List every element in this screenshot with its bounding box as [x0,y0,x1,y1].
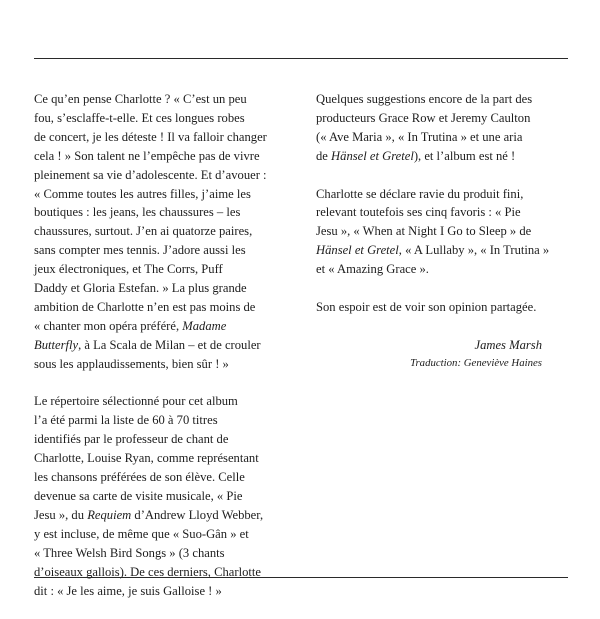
paragraph [316,90,570,166]
text-line [34,392,290,411]
text-segment: de [316,148,332,163]
text-line [316,260,570,279]
signature-block [316,336,570,371]
text-segment: d’Andrew Lloyd Webber, [131,507,264,522]
text-segment: Jesu », « When at Night I Go to Sleep » de [316,224,532,239]
text-segment: Son espoir est de voir son opinion partagée. [316,299,537,314]
text-segment: , « A Lullaby », « In Trutina » [398,243,550,258]
text-segment: « Three Welsh Bird Songs » (3 chants [34,545,225,560]
text-line [34,298,290,317]
text-line [34,449,290,468]
text-segment: Charlotte se déclare ravie du produit fini, [316,186,524,201]
text-segment: Charlotte, Louise Ryan, comme représentant [34,451,259,466]
text-line [34,430,290,449]
text-line [34,525,290,544]
text-line [34,185,290,204]
text-segment: les chansons préférées de son élève. Celle [34,470,245,485]
text-line [34,506,290,525]
text-segment: de concert, je les déteste ! Il va falloir changer [34,129,267,144]
text-segment: relevant toutefois ses cinq favoris : « Pie [316,205,521,220]
paragraph [316,298,570,317]
text-segment: Daddy et Gloria Estefan. » La plus grande [34,281,247,296]
text-segment: devenue sa carte de visite musicale, « Pie [34,489,243,504]
text-line [34,544,290,563]
text-line [34,203,290,222]
text-line [316,90,570,109]
text-segment: (« Ave Maria », « In Trutina » et une aria [316,129,523,144]
text-segment: jeux électroniques, et The Corrs, Puff [34,262,223,277]
text-segment: producteurs Grace Row et Jeremy Caulton [316,110,531,125]
text-line [34,411,290,430]
text-segment: Quelques suggestions encore de la part des [316,92,533,106]
text-line [34,90,290,109]
bottom-rule [34,577,568,578]
text-segment: fou, s’esclaffe-t-elle. Et ces longues robes [34,110,245,125]
text-line [34,336,290,355]
text-line [34,241,290,260]
text-segment: dit : « Je les aime, je suis Galloise ! » [34,583,222,598]
text-line [316,241,570,260]
text-line [34,222,290,241]
text-segment: ), et l’album est né ! [413,148,516,163]
text-segment: Jesu », du [34,507,88,522]
text-line [34,279,290,298]
left-column [34,90,290,619]
text-line [34,147,290,166]
text-segment: sous les applaudissements, bien sûr ! » [34,356,229,371]
paragraph [316,185,570,280]
text-line [34,128,290,147]
right-column [316,90,570,371]
italic-title: Madame [182,318,227,333]
text-segment: y est incluse, de même que « Suo-Gân » et [34,526,249,541]
text-segment: d’oiseaux gallois). De ces derniers, Charlotte [34,564,261,579]
text-line [34,487,290,506]
text-line [34,166,290,185]
text-line [34,260,290,279]
text-line [34,109,290,128]
text-segment: Le répertoire sélectionné pour cet album [34,394,238,409]
paragraph [34,90,290,374]
text-segment: l’a été parmi la liste de 60 à 70 titres [34,413,218,428]
text-line [34,468,290,487]
italic-title: Butterfly [34,337,79,352]
text-segment: et « Amazing Grace ». [316,262,429,277]
top-rule [34,58,568,59]
text-segment: identifiés par le professeur de chant de [34,432,229,447]
text-line [34,317,290,336]
text-line [34,563,290,582]
text-segment: boutiques : les jeans, les chaussures – les [34,205,241,220]
text-segment: , à La Scala de Milan – et de crouler [78,337,261,352]
text-segment: sans compter mes tennis. J’adore aussi les [34,243,246,258]
text-segment: pleinement sa vie d’adolescente. Et d’avouer : [34,167,267,182]
text-segment: « Comme toutes les autres filles, j’aime les [34,186,251,201]
text-segment: cela ! » Son talent ne l’empêche pas de vivre [34,148,260,163]
text-line [316,147,570,166]
author-name: James Marsh [474,337,542,352]
text-line [316,185,570,204]
text-segment: « chanter mon opéra préféré, [34,318,183,333]
italic-title: Hänsel et Gretel [316,243,399,258]
translation-credit: Traduction: Geneviève Haines [410,356,542,369]
text-line [316,128,570,147]
text-line [316,298,570,317]
text-line [34,582,290,601]
text-line [316,109,570,128]
text-line [316,222,570,241]
italic-title: Hänsel et Gretel [331,148,414,163]
text-segment: chaussures, surtout. J’en ai quatorze paires, [34,224,253,239]
italic-title: Requiem [87,507,132,522]
text-segment: ambition de Charlotte n’en est pas moins de [34,299,256,314]
text-line [34,355,290,374]
text-segment: Ce qu’en pense Charlotte ? « C’est un peu [34,92,247,106]
paragraph [34,392,290,600]
text-line [316,203,570,222]
